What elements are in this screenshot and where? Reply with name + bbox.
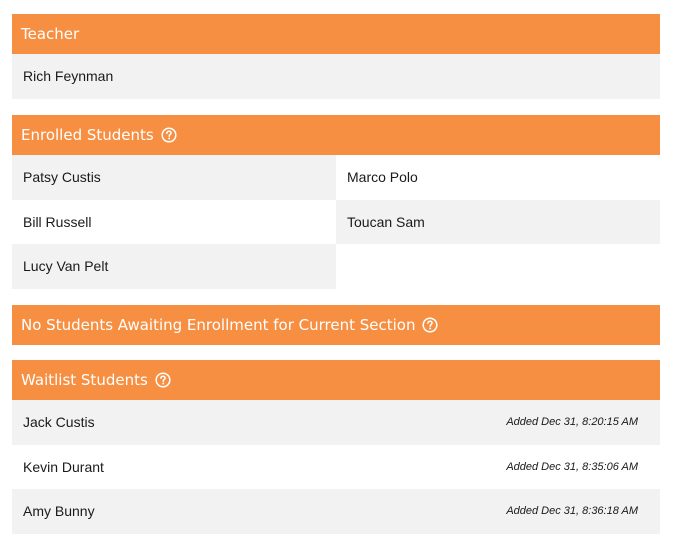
waitlist-added-time: Added Dec 31, 8:35:06 AM: [506, 460, 638, 473]
student-name: Lucy Van Pelt: [23, 258, 109, 275]
enrolled-student: [12, 155, 336, 200]
enrolled-student: [336, 155, 660, 200]
waitlist-header-title: Waitlist Students: [21, 371, 148, 389]
awaiting-section: [12, 305, 660, 345]
enrolled-student: [12, 200, 336, 245]
teacher-row: [12, 54, 660, 99]
help-circle-icon[interactable]: [422, 317, 438, 333]
enrolled-header: [12, 115, 660, 155]
enrolled-student: [12, 244, 336, 289]
student-name: Toucan Sam: [347, 213, 425, 230]
enrolled-section: [12, 115, 660, 289]
teacher-header-title: Teacher: [21, 25, 80, 43]
waitlist-row: [12, 445, 660, 490]
waitlist-student-name: Amy Bunny: [23, 503, 95, 520]
help-circle-icon[interactable]: [161, 127, 177, 143]
teacher-header: [12, 14, 660, 54]
waitlist-header: [12, 360, 660, 400]
enrolled-student: [336, 200, 660, 245]
student-name: Bill Russell: [23, 213, 92, 230]
waitlist-student-name: Jack Custis: [23, 414, 95, 431]
waitlist-section: [12, 360, 660, 534]
awaiting-header: [12, 305, 660, 345]
awaiting-header-title: No Students Awaiting Enrollment for Current Section: [21, 316, 416, 334]
waitlist-row: [12, 489, 660, 534]
teacher-section: [12, 14, 660, 99]
enrolled-grid: [12, 155, 660, 289]
waitlist-added-time: Added Dec 31, 8:20:15 AM: [506, 416, 638, 429]
student-name: Marco Polo: [347, 169, 418, 186]
teacher-name: Rich Feynman: [23, 68, 114, 85]
enrolled-header-title: Enrolled Students: [21, 126, 154, 144]
waitlist-student-name: Kevin Durant: [23, 458, 104, 475]
help-circle-icon[interactable]: [155, 372, 171, 388]
enrolled-empty-cell: [336, 244, 660, 289]
waitlist-row: [12, 400, 660, 445]
waitlist-added-time: Added Dec 31, 8:36:18 AM: [506, 505, 638, 518]
student-name: Patsy Custis: [23, 169, 101, 186]
